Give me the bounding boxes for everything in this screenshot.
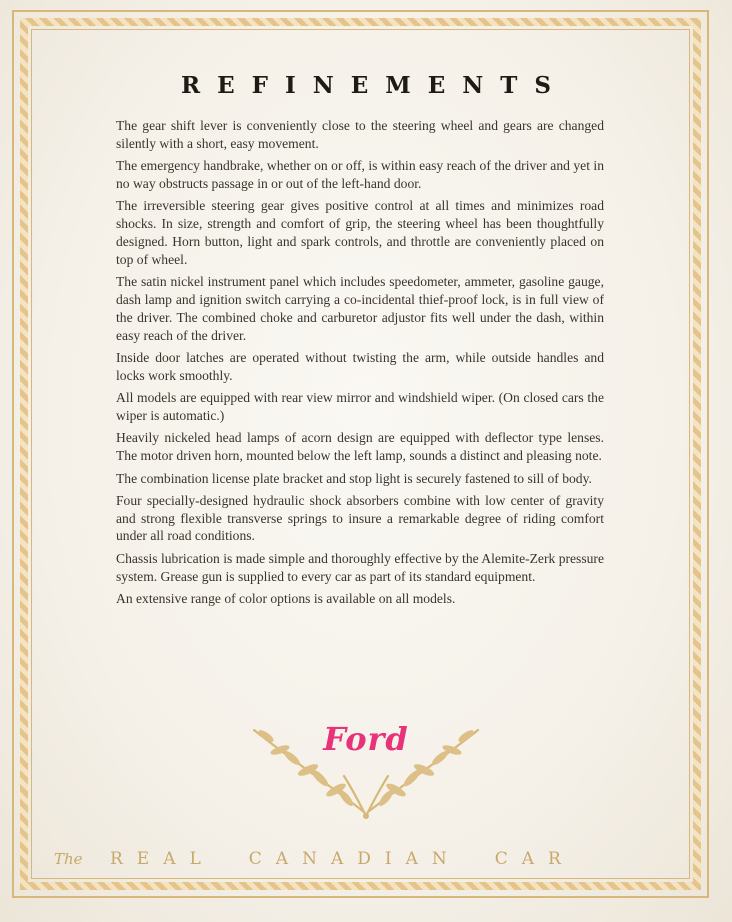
footer-word-real: REAL bbox=[110, 849, 215, 869]
ford-logo: Ford bbox=[323, 720, 409, 758]
paragraph: All models are equipped with rear view mirror and windshield wiper. (On closed cars the wiper is automatic.) bbox=[116, 390, 604, 423]
paragraph: The emergency handbrake, whether on or off, is within easy reach of the driver and yet in no way obstructs passage in or out of the left-hand door. bbox=[116, 158, 604, 191]
paragraph: Chassis lubrication is made simple and thoroughly effective by the Alemite-Zerk pressure system. Grease gun is supplied to every car as part of its standard equipment. bbox=[116, 550, 604, 584]
paragraph: The satin nickel instrument panel which includes speedometer, ammeter, gasoline gauge, dash lamp and ignition switch carrying a co-incidental thief-proof lock, is in full view of the driver. The combined choke and carburetor adjustor fits well under the dash, within easy reach of the driver. bbox=[116, 274, 604, 343]
paragraph: The combination license plate bracket and stop light is securely fastened to sill of body. bbox=[116, 470, 592, 486]
paragraph: Inside door latches are operated without twisting the arm, while outside handles and locks work smoothly. bbox=[116, 349, 604, 383]
paragraph: Heavily nickeled head lamps of acorn design are equipped with deflector type lenses. The motor driven horn, mounted below the left lamp, sounds a distinct and pleasing note. bbox=[116, 430, 604, 464]
footer-the: The bbox=[54, 850, 83, 868]
paragraph: An extensive range of color options is available on all models. bbox=[116, 591, 456, 607]
paragraph: The irreversible steering gear gives positive control at all times and minimizes road shocks. In size, strength and comfort of grip, the steering wheel has been thoughtfully designed. Horn button, light and spark controls, and throttle are conveniently placed on top of wheel. bbox=[116, 198, 604, 267]
paragraph: Four specially-designed hydraulic shock absorbers combine with low center of gravity and strong flexible transverse springs to insure a remarkable degree of riding comfort under all road conditions. bbox=[116, 492, 604, 544]
footer-word-car: CAR bbox=[494, 849, 575, 869]
ford-emblem bbox=[236, 716, 496, 826]
body-text bbox=[116, 117, 604, 612]
footer-tagline bbox=[40, 849, 690, 873]
footer-word-canadian: CANADIAN bbox=[248, 849, 461, 869]
page-title: REFINEMENTS bbox=[180, 72, 569, 99]
paragraph: The gear shift lever is conveniently close to the steering wheel and gears are changed silently with a short, easy movement. bbox=[116, 118, 604, 151]
